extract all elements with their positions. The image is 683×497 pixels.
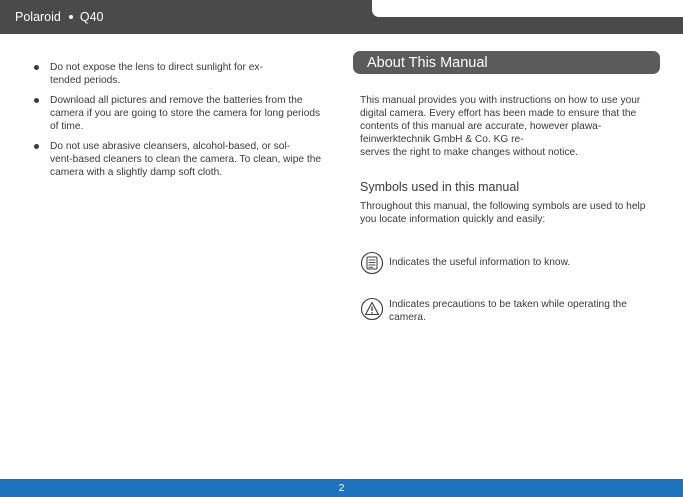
note-icon <box>360 251 384 275</box>
intro-paragraph: This manual provides you with instructions on how to use your digital camera. Every effort has been made to ensure that the contents of this manual are accurate, however plawa-feinwerktechnik GmbH & Co. KG re- serves the right to make changes without notice. <box>360 95 641 158</box>
header-brand <box>15 10 104 24</box>
symbols-intro: Throughout this manual, the following symbols are used to help you locate information quickly and easily: <box>360 201 646 225</box>
list-item <box>34 140 326 179</box>
symbols-heading: Symbols used in this manual <box>360 180 520 194</box>
symbol-warning-text: Indicates precautions to be taken while operating the camera. <box>389 299 627 323</box>
symbol-note-text: Indicates the useful information to know. <box>389 257 571 268</box>
brand-name: Polaroid <box>15 10 61 24</box>
list-item <box>34 61 326 87</box>
model-name: Q40 <box>79 10 104 24</box>
page-footer <box>0 479 683 497</box>
warning-icon <box>360 297 384 321</box>
header-tab-cutout <box>372 0 683 17</box>
list-item-text: Do not use abrasive cleansers, alcohol-based, or sol- vent-based cleaners to clean the camera. To clean, wipe the camera with a slightly damp soft cloth. <box>50 141 322 178</box>
section-title: About This Manual <box>367 55 488 71</box>
list-item <box>34 94 326 133</box>
page-number: 2 <box>338 482 345 494</box>
precautions-list <box>34 61 326 179</box>
page-header <box>0 0 683 34</box>
left-column <box>34 61 326 186</box>
bullet-icon <box>34 98 39 103</box>
separator-dot <box>69 15 73 19</box>
section-title-bar <box>353 51 660 74</box>
list-item-text: Download all pictures and remove the batteries from the camera if you are going to store the camera for long periods of time. <box>50 95 321 132</box>
bullet-icon <box>34 144 39 149</box>
list-item-text: Do not expose the lens to direct sunlight for ex- tended periods. <box>50 62 263 86</box>
bullet-icon <box>34 65 39 70</box>
